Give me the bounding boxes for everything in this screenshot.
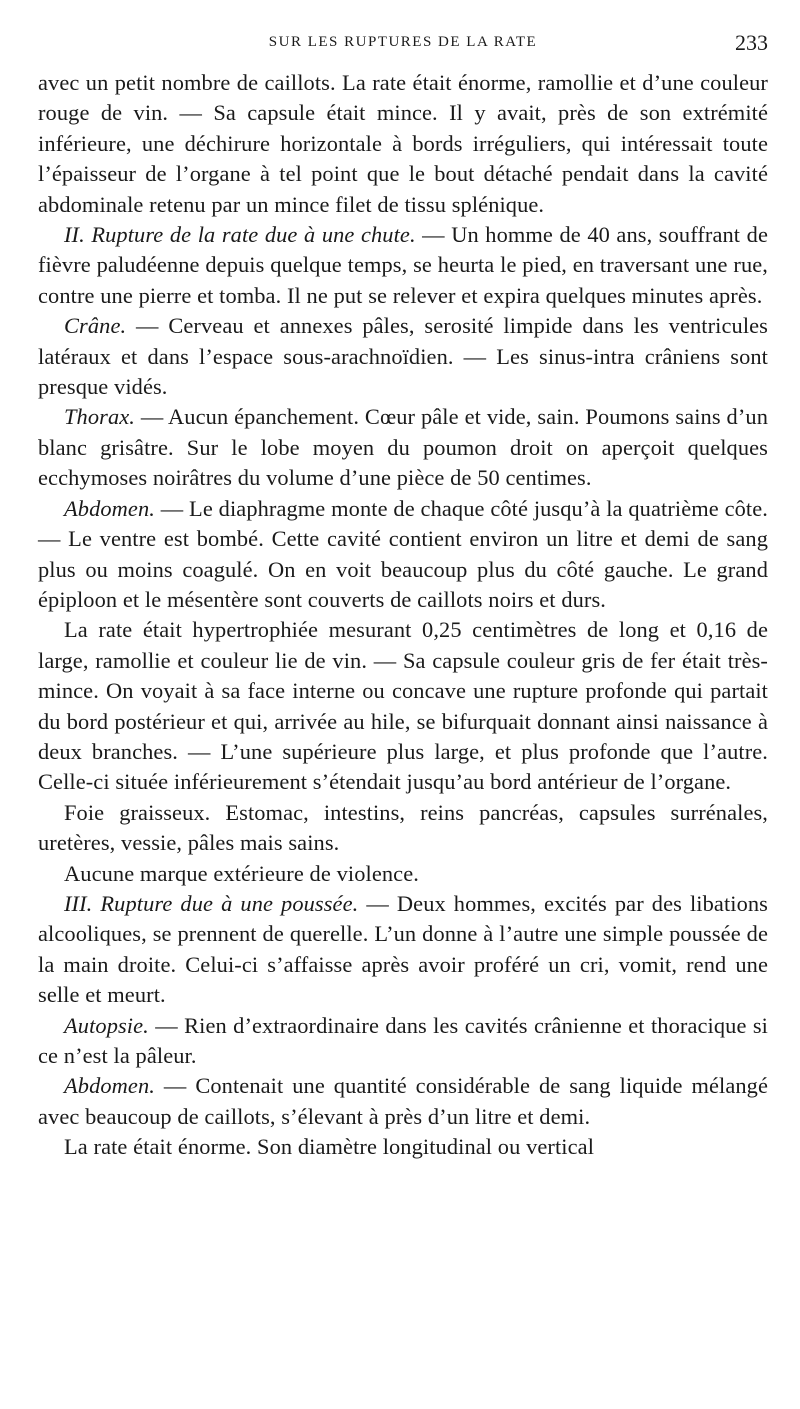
- paragraph-case-3: [38, 889, 768, 1011]
- page-number: 233: [735, 30, 768, 55]
- section-heading: Abdomen.: [64, 1073, 155, 1099]
- page-header: [38, 30, 768, 60]
- paragraph-text: — Le diaphragme monte de chaque côté jusqu’à la quatrième côte. — Le ventre est bombé. Cette cavité contient environ un litre et demi de sang plus ou moins coagulé. On en voit beaucoup plus du côté gauche. Le grand épiploon et le mésentère sont couverts de caillots noirs et durs.: [38, 495, 768, 612]
- paragraph-thorax: [38, 402, 768, 493]
- section-heading: Crâne.: [64, 313, 127, 339]
- paragraph-rate-2: [38, 1132, 768, 1162]
- paragraph-abdomen: [38, 494, 768, 616]
- paragraph-text: Aucune marque extérieure de violence.: [64, 860, 419, 886]
- paragraph-text: — Un homme de 40 ans, souffrant de fièvre paludéenne depuis quelque temps, se heurta le pied, en traversant une rue, contre une pierre et tomba. Il ne put se relever et expira quelques minutes après.: [38, 222, 768, 308]
- section-heading: Autopsie.: [64, 1012, 149, 1038]
- paragraph-text: La rate était hypertrophiée mesurant 0,25 centimètres de long et 0,16 de large, ramollie et couleur lie de vin. — Sa capsule couleur gris de fer était très-mince. On voyait à sa face interne ou concave une rupture profonde qui partait du bord postérieur et qui, arrivée au hile, se bifurquait donnant ainsi naissance à deux branches. — L’une supérieure plus large, et plus profonde que l’autre. Celle-ci située inférieurement s’étendait jusqu’au bord antérieur de l’organe.: [38, 617, 768, 795]
- paragraph-text: avec un petit nombre de caillots. La rate était énorme, ramollie et d’une couleur rouge de vin. — Sa capsule était mince. Il y avait, près de son extrémité inférieure, une déchirure horizontale à bords irréguliers, qui intéressait toute l’épaisseur de l’organe à tel point que le bout détaché pendait dans la cavité abdominale retenu par un mince filet de tissu splénique.: [38, 70, 768, 217]
- paragraph-continuation: [38, 68, 768, 220]
- paragraph-violence: [38, 859, 768, 889]
- paragraph-autopsie: [38, 1011, 768, 1072]
- section-heading: Abdomen.: [64, 495, 155, 521]
- paragraph-text: — Deux hommes, excités par des libations alcooliques, se prennent de querelle. L’un donne à l’autre une simple poussée de la main droite. Celui-ci s’affaisse après avoir proféré un cri, vomit, rend une selle et meurt.: [38, 890, 768, 1008]
- paragraph-abdomen-2: [38, 1071, 768, 1132]
- body-text: [38, 68, 768, 1163]
- paragraph-rate: [38, 615, 768, 797]
- section-heading: Thorax.: [64, 404, 135, 430]
- paragraph-text: Foie graisseux. Estomac, intestins, reins pancréas, capsules surrénales, uretères, vessie, pâles mais sains.: [38, 799, 768, 856]
- paragraph-text: — Rien d’extraordinaire dans les cavités crânienne et thoracique si ce n’est la pâleur.: [38, 1012, 768, 1068]
- running-title: SUR LES RUPTURES DE LA RATE: [268, 34, 538, 50]
- document-page: [38, 30, 768, 1163]
- paragraph-foie: [38, 798, 768, 859]
- paragraph-text: La rate était énorme. Son diamètre longitudinal ou vertical: [64, 1134, 595, 1160]
- case-heading: III. Rupture due à une poussée.: [64, 890, 359, 916]
- paragraph-text: — Contenait une quantité considérable de sang liquide mélangé avec beaucoup de caillots, s’élevant à près d’un litre et demi.: [38, 1073, 768, 1129]
- case-heading: II. Rupture de la rate due à une chute.: [64, 222, 416, 248]
- paragraph-text: — Aucun épanchement. Cœur pâle et vide, sain. Poumons sains d’un blanc grisâtre. Sur le lobe moyen du poumon droit on aperçoit quelques ecchymoses noirâtres du volume d’une pièce de 50 centimes.: [38, 404, 768, 491]
- paragraph-case-2: [38, 220, 768, 311]
- paragraph-text: — Cerveau et annexes pâles, serosité limpide dans les ventricules latéraux et dans l’espace sous-arachnoïdien. — Les sinus-intra crâniens sont presque vidés.: [38, 313, 768, 400]
- paragraph-crane: [38, 311, 768, 402]
